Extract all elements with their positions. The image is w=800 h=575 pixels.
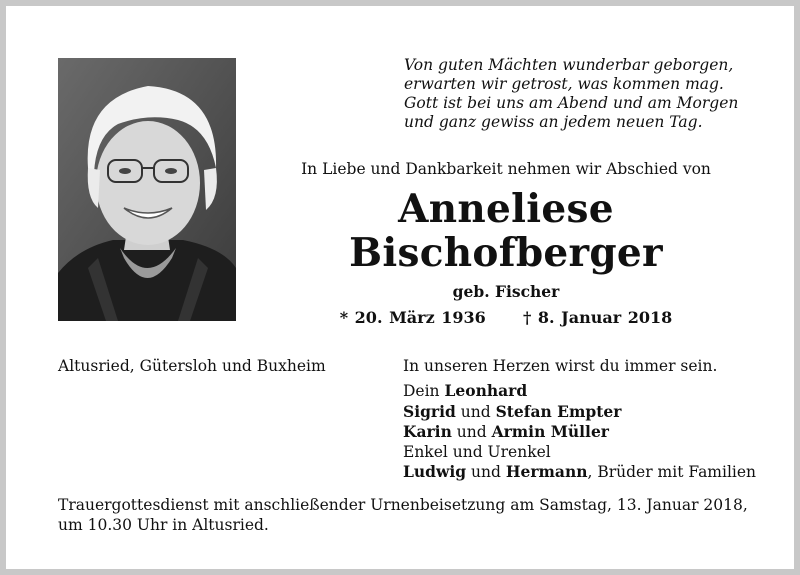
service-info: [58, 496, 768, 535]
family-line: Enkel und Urenkel: [403, 442, 551, 461]
death-date: † 8. Januar 2018: [522, 308, 673, 327]
family-list: [403, 381, 756, 483]
last-name: Bischofberger: [349, 230, 663, 276]
poem-line: und ganz gewiss an jedem neuen Tag.: [404, 113, 703, 131]
family-conjunction: und: [451, 423, 492, 441]
family-name: Armin Müller: [491, 422, 609, 441]
family-suffix: , Brüder mit Familien: [587, 463, 757, 481]
birth-date: * 20. März 1936: [339, 308, 486, 327]
life-dates: [246, 308, 766, 327]
family-name: Leonhard: [444, 381, 528, 400]
first-name: Anneliese: [398, 186, 614, 232]
family-name: Karin: [403, 422, 452, 441]
service-line: Trauergottesdienst mit anschließender Urnenbeisetzung am Samstag, 13. Januar 2018,: [58, 496, 748, 514]
family-line: [403, 422, 756, 443]
family-name: Sigrid: [403, 401, 456, 421]
places-text: Altusried, Gütersloh und Buxheim: [58, 357, 326, 375]
service-line: um 10.30 Uhr in Altusried.: [58, 515, 269, 534]
intro-text: In Liebe und Dankbarkeit nehmen wir Abschied von: [301, 160, 711, 178]
portrait-photo: [58, 58, 236, 321]
family-name: Hermann: [505, 462, 588, 481]
family-prefix: Dein: [403, 382, 445, 400]
heart-line: In unseren Herzen wirst du immer sein.: [403, 357, 718, 375]
poem-line: erwarten wir getrost, was kommen mag.: [404, 75, 724, 93]
portrait-image: [58, 58, 236, 321]
family-line: [403, 462, 756, 483]
deceased-name: [246, 187, 766, 275]
poem-line: Gott ist bei uns am Abend und am Morgen: [404, 94, 739, 112]
family-line: [403, 402, 756, 423]
family-conjunction: und: [466, 463, 506, 481]
maiden-name: geb. Fischer: [452, 282, 560, 301]
poem-verse: [404, 56, 764, 132]
family-name: Stefan Empter: [495, 401, 622, 421]
family-name: Ludwig: [403, 462, 467, 481]
poem-line: Von guten Mächten wunderbar geborgen,: [404, 56, 734, 74]
family-line: [403, 381, 756, 402]
family-conjunction: und: [455, 402, 496, 421]
